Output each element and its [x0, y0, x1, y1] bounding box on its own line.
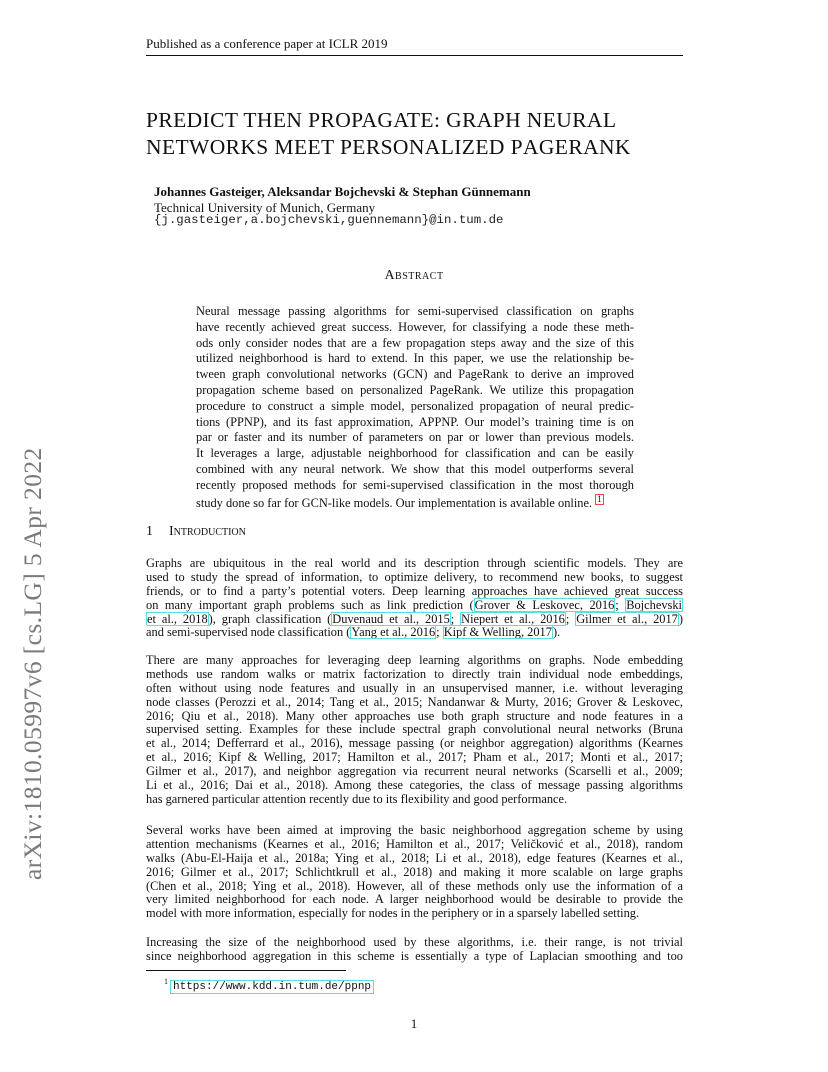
- text-line: 2016; Gilmer et al., 2017; Schlichtkrull et al., 2018) and making it more scalable on large graphs: [146, 864, 683, 879]
- footnote-url-link[interactable]: https://www.kdd.in.tum.de/ppnp: [170, 980, 374, 994]
- footnote-link[interactable]: 1: [597, 493, 602, 504]
- text-line: et al., 2014; Defferrard et al., 2016), message passing (or neighbor aggregation) algorithms (Kearnes: [146, 736, 683, 751]
- citation-link[interactable]: et al., 2018: [147, 611, 208, 626]
- abstract-line-last: study done so far for GCN-like models. Our implementation is available online. 1: [196, 493, 602, 510]
- abstract-line: ods only consider nodes that are a few propagation steps away and the size of this: [196, 335, 634, 350]
- section-number: 1: [146, 524, 153, 539]
- paper-title: [146, 107, 631, 161]
- citation-link[interactable]: Bojchevski: [626, 597, 682, 612]
- intro-paragraph-2: [146, 654, 683, 807]
- arxiv-watermark: arXiv:1810.05997v6 [cs.LG] 5 Apr 2022: [18, 447, 47, 880]
- text-line: walks (Abu-El-Haija et al., 2018a; Ying et al., 2018; Li et al., 2018), edge features (Kearnes et al.,: [146, 850, 683, 865]
- text-line: Li et al., 2016; Dai et al., 2018). Among these categories, the class of message passing algorithms: [146, 778, 683, 793]
- footnote: [164, 977, 374, 993]
- intro-paragraph-3: [146, 824, 683, 921]
- abstract-line: It leverages a large, adjustable neighborhood for classification and can be easily: [196, 446, 634, 461]
- intro-paragraph-4: [146, 936, 683, 964]
- citation-link[interactable]: Duvenaud et al., 2015: [332, 611, 450, 626]
- text-line: used to study the spread of information, to optimize delivery, to recommend new books, to suggest: [146, 569, 683, 584]
- text-line: often without using node features and usually in an unsupervised manner, i.e. without leveraging: [146, 680, 683, 695]
- abstract-line: have recently achieved great success. However, for classifying a node these meth-: [196, 319, 634, 334]
- text-line: Graphs are ubiquitous in the real world and its description through scientific models. They are: [146, 556, 683, 570]
- title-line-1: PREDICT THEN PROPAGATE: GRAPH NEURAL: [146, 108, 617, 132]
- running-header: Published as a conference paper at ICLR 2019: [146, 36, 388, 51]
- title-line-2: NETWORKS MEET PERSONALIZED PAGERANK: [146, 135, 631, 159]
- abstract-line: utilized neighborhood is hard to extend. In this paper, we use the relationship be-: [196, 351, 634, 366]
- author-list: Johannes Gasteiger, Aleksandar Bojchevski & Stephan Günnemann: [154, 184, 531, 199]
- text-line: has garnered particular attention recently due to its flexibility and good performance.: [146, 791, 568, 806]
- affiliation: Technical University of Munich, Germany: [154, 200, 376, 215]
- text-line: supervised setting. Examples for these include spectral graph convolutional neural networks (Bruna: [146, 722, 683, 737]
- text-line: There are many approaches for leveraging deep learning algorithms on graphs. Node embedding: [146, 653, 683, 667]
- footnote-rule: [146, 970, 346, 971]
- author-emails: {j.gasteiger,a.bojchevski,guennemann}@in.tum.de: [154, 213, 504, 227]
- page-number: 1: [410, 1016, 418, 1031]
- text-line: et al., 2018), graph classification (Duvenaud et al., 2015; Niepert et al., 2016; Gilmer et al., 2017): [147, 611, 683, 626]
- intro-paragraph-1: [146, 557, 683, 640]
- citation-link[interactable]: Niepert et al., 2016: [461, 611, 565, 626]
- abstract-line: Neural message passing algorithms for semi-supervised classification on graphs: [196, 304, 634, 318]
- abstract-heading: Abstract: [384, 268, 444, 283]
- text-line: model with more information, especially for nodes in the periphery or in a sparsely labelled setting.: [146, 906, 640, 921]
- section-title: Introduction: [169, 524, 246, 539]
- text-line: Gilmer et al., 2017), and neighbor aggregation via recurrent neural networks (Scarselli et al., 2009;: [146, 764, 683, 779]
- text-line: (Chen et al., 2018; Ying et al., 2018). However, all of these methods only use the information of a: [146, 878, 683, 893]
- text-line: very limited neighborhood for each node. A larger neighborhood would be desirable to provide the: [146, 892, 683, 907]
- abstract-line: tween graph convolutional networks (GCN) and PageRank to derive an improved: [196, 367, 634, 382]
- abstract-body: [196, 304, 634, 509]
- text-line: Several works have been aimed at improving the basic neighborhood aggregation scheme by using: [146, 823, 683, 837]
- abstract-line: procedure to construct a simple model, personalized propagation of neural predic-: [196, 398, 634, 413]
- text-line: on many important graph problems such as link prediction (Grover & Leskovec, 2016; Bojchevski: [146, 597, 682, 612]
- text-line: methods use random walks or matrix factorization to directly train individual node embeddings,: [146, 666, 683, 681]
- citation-link[interactable]: Gilmer et al., 2017: [576, 611, 678, 626]
- abstract-line: tions (PPNP), and its fast approximation, APPNP. Our model’s training time is on: [196, 414, 634, 429]
- text-line: 2016; Qiu et al., 2018). Many other approaches use both graph structure and node features in a: [146, 708, 683, 723]
- abstract-line: propagation scheme based on personalized PageRank. We utilize this propagation: [196, 382, 634, 397]
- abstract-line: combined with any neural network. We show that this model outperforms several: [196, 461, 634, 476]
- citation-link[interactable]: Yang et al., 2016: [351, 625, 436, 640]
- abstract-line: recently proposed methods for semi-supervised classification in the most thorough: [196, 477, 634, 492]
- text-line: and semi-supervised node classification (Yang et al., 2016; Kipf & Welling, 2017).: [146, 625, 561, 640]
- text-line: attention mechanisms (Kearnes et al., 2016; Hamilton et al., 2017; Veličković et al., 2018), random: [146, 836, 683, 851]
- footnote-mark: 1: [164, 977, 168, 986]
- abstract-line: par or faster and its number of parameters on par or lower than previous models.: [196, 430, 634, 445]
- text-line: Increasing the size of the neighborhood used by these algorithms, i.e. their range, is not trivial: [146, 935, 683, 949]
- text-line: node classes (Perozzi et al., 2014; Tang et al., 2015; Nandanwar & Murty, 2016; Grover & Leskovec,: [146, 694, 683, 709]
- text-line: et al., 2016; Kipf & Welling, 2017; Hamilton et al., 2017; Pham et al., 2017; Monti et al., 2017;: [146, 750, 683, 765]
- citation-link[interactable]: Kipf & Welling, 2017: [443, 625, 552, 640]
- text-line: friends, or to find a party’s potential voters. Deep learning approaches have achieved great success: [146, 583, 683, 598]
- header-rule: [146, 55, 683, 56]
- text-line: since neighborhood aggregation in this scheme is essentially a type of Laplacian smoothing and too: [146, 948, 683, 963]
- section-heading: [146, 524, 246, 540]
- citation-link[interactable]: Grover & Leskovec, 2016: [474, 597, 615, 612]
